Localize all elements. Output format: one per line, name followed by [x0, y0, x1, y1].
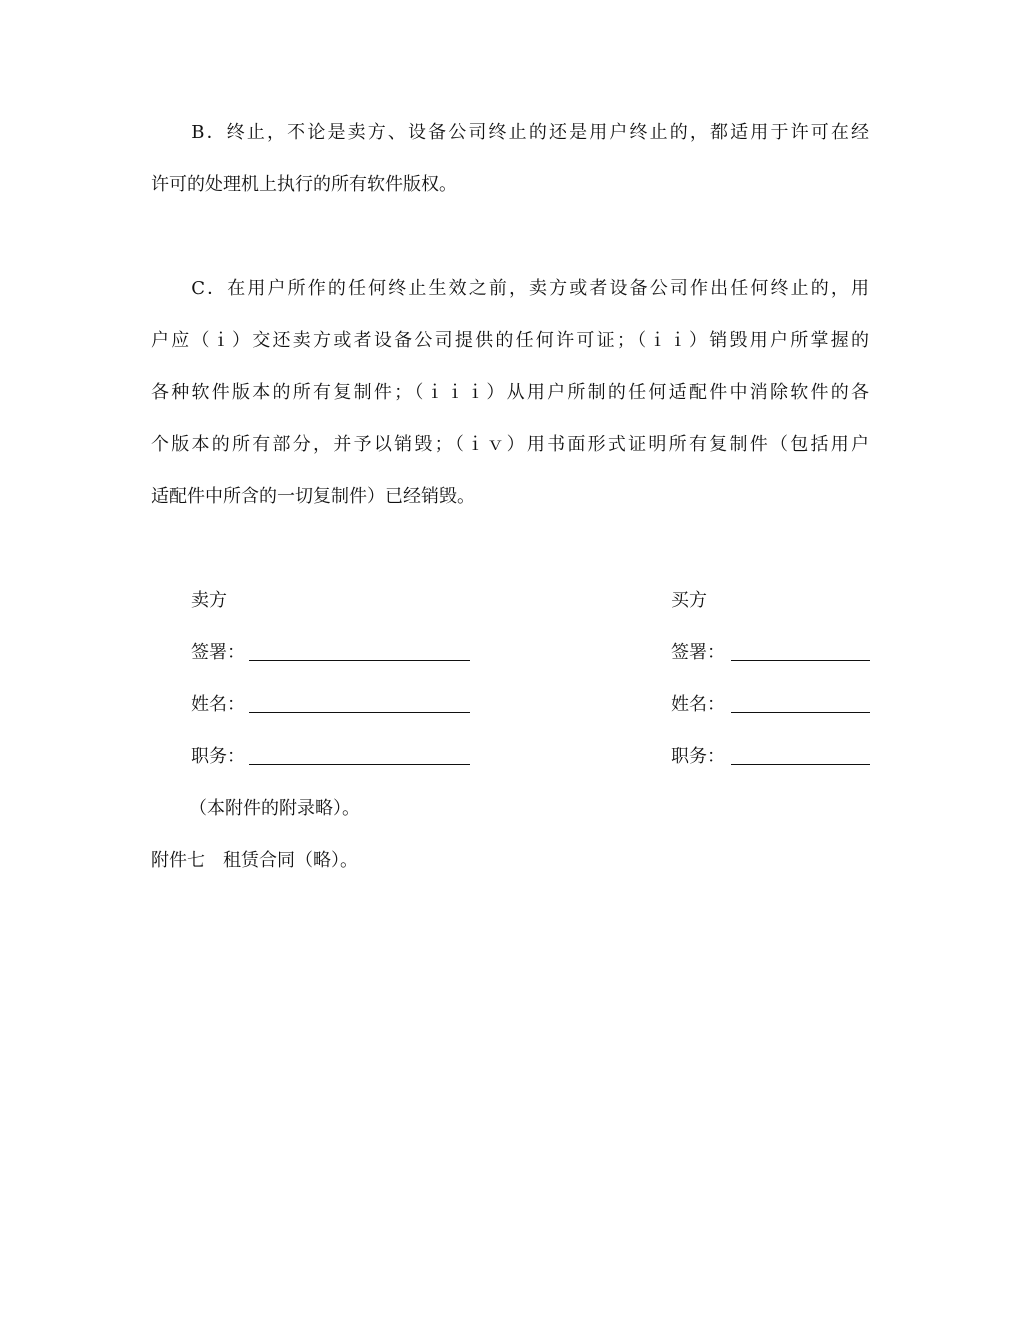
seller-heading: 卖方 [191, 590, 227, 611]
buyer-name-label: 姓名： [671, 694, 725, 715]
clause-c-line-1: C．在用户所作的任何终止生效之前，卖方或者设备公司作出任何终止的，用 [151, 278, 869, 299]
clause-c-line-2: 户应（ｉ）交还卖方或者设备公司提供的任何许可证；（ｉｉ）销毁用户所掌握的 [151, 330, 869, 351]
seller-sign-line[interactable] [249, 660, 470, 661]
seller-sign-label: 签署： [191, 642, 245, 663]
clause-b-line-1: B．终止，不论是卖方、设备公司终止的还是用户终止的，都适用于许可在经 [151, 122, 869, 143]
seller-name-label: 姓名： [191, 694, 245, 715]
clause-b-line-2: 许可的处理机上执行的所有软件版权。 [151, 174, 457, 195]
buyer-sign-line[interactable] [731, 660, 870, 661]
clause-c-line-4: 个版本的所有部分，并予以销毁；（ｉｖ）用书面形式证明所有复制件（包括用户 [151, 434, 869, 455]
annex-seven-heading: 附件七 租赁合同（略）。 [151, 850, 358, 871]
clause-c-line-3: 各种软件版本的所有复制件；（ｉｉｉ）从用户所制的任何适配件中消除软件的各 [151, 382, 869, 403]
buyer-name-line[interactable] [731, 712, 870, 713]
seller-name-line[interactable] [249, 712, 470, 713]
seller-title-line[interactable] [249, 764, 470, 765]
clause-c-line-5: 适配件中所含的一切复制件）已经销毁。 [151, 486, 475, 507]
seller-title-label: 职务： [191, 746, 245, 767]
buyer-sign-label: 签署： [671, 642, 725, 663]
buyer-title-label: 职务： [671, 746, 725, 767]
buyer-title-line[interactable] [731, 764, 870, 765]
appendix-note: （本附件的附录略）。 [189, 798, 360, 819]
buyer-heading: 买方 [671, 590, 707, 611]
